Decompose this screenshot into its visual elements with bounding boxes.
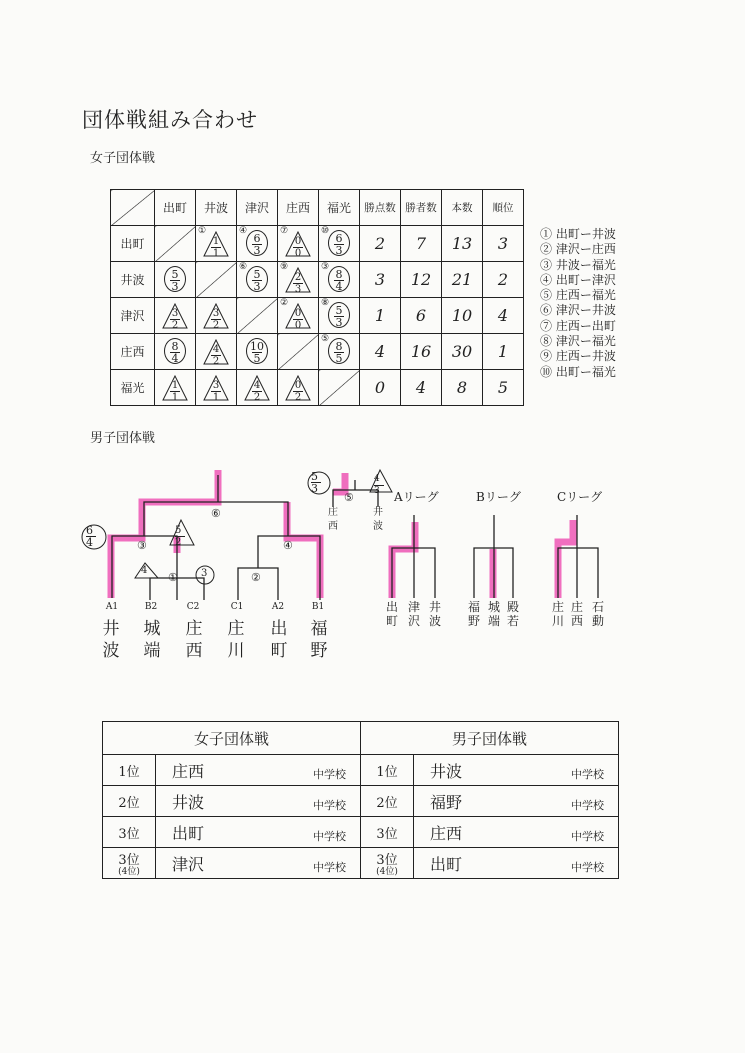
final-team: 井波 <box>373 507 383 532</box>
school-suffix: 中学校 <box>571 861 604 874</box>
school-name: 津沢 <box>172 854 205 874</box>
win-circle-mark: $\frac{8}{5}$ <box>328 338 350 364</box>
league-team: 庄西 <box>570 600 583 628</box>
results-row <box>103 817 619 848</box>
stat-cell: 4 <box>483 298 524 334</box>
match-number: ⑩ <box>321 226 330 236</box>
match-number: ⑦ <box>280 226 289 236</box>
match-label: ③ <box>137 539 147 552</box>
stat-cell: 12 <box>401 262 442 298</box>
col-header: 福光 <box>319 190 360 226</box>
draw-triangle-mark: $\frac{1}{1}$ <box>162 375 188 401</box>
row-header: 庄西 <box>111 334 155 370</box>
women-school-cell <box>156 817 361 848</box>
rank-cell <box>103 817 156 848</box>
rank-cell <box>361 848 414 879</box>
stat-cell: 13 <box>442 226 483 262</box>
men-school-cell <box>414 755 619 786</box>
school-suffix: 中学校 <box>313 799 346 812</box>
win-circle-mark: $\frac{8}{4}$ <box>328 266 350 292</box>
stat-header: 順位 <box>483 190 524 226</box>
school-suffix: 中学校 <box>313 768 346 781</box>
match-label: ⑤ <box>344 491 354 504</box>
seed-label: C2 <box>186 602 200 612</box>
stat-cell: 8 <box>442 370 483 406</box>
win-circle-mark: $\frac{8}{4}$ <box>164 338 186 364</box>
match-order-item: ④ 出町ー津沢 <box>540 272 616 287</box>
stat-cell: 1 <box>360 298 401 334</box>
school-name: 福野 <box>430 792 463 812</box>
win-circle-mark: $\frac{5}{3}$ <box>164 266 186 292</box>
rank-label: 3位 <box>376 853 398 868</box>
draw-triangle-mark: $\frac{0}{2}$ <box>285 375 311 401</box>
match-order-item: ⑨ 庄西ー井波 <box>540 349 616 364</box>
draw-triangle-mark: $\frac{3}{1}$ <box>203 375 229 401</box>
results-row <box>103 755 619 786</box>
results-row <box>103 848 619 879</box>
stat-cell: 0 <box>360 370 401 406</box>
men-school-cell <box>414 786 619 817</box>
school-suffix: 中学校 <box>571 799 604 812</box>
col-header: 津沢 <box>237 190 278 226</box>
league-team: 津沢 <box>407 600 420 628</box>
results-table <box>102 721 619 879</box>
rank-cell <box>103 786 156 817</box>
bracket-team: 井波 <box>102 619 120 661</box>
draw-triangle-mark: $\frac{4}{2}$ <box>244 375 270 401</box>
row-header: 津沢 <box>111 298 155 334</box>
match-number: ① <box>198 226 207 236</box>
match-order-item: ⑤ 庄西ー福光 <box>540 288 616 303</box>
stat-cell: 21 <box>442 262 483 298</box>
draw-triangle-mark: $\frac{2}{3}$ <box>285 267 311 293</box>
win-circle-mark: $\frac{5}{3}$ <box>328 302 350 328</box>
match-order-item: ③ 井波ー福光 <box>540 257 616 272</box>
win-circle-mark: $\frac{5}{3}$ <box>246 266 268 292</box>
school-name: 庄西 <box>430 823 463 843</box>
rank-label: 3位 <box>376 826 398 842</box>
rank-label: 3位 <box>118 826 140 842</box>
rank-label: 1位 <box>118 764 140 780</box>
score-mark: $\frac{5}{2}$ <box>175 525 185 549</box>
seed-label: A1 <box>105 602 119 612</box>
school-name: 井波 <box>172 792 205 812</box>
rank-cell <box>361 755 414 786</box>
match-number: ⑥ <box>239 262 248 272</box>
seed-label: C1 <box>230 602 244 612</box>
school-name: 出町 <box>172 823 205 843</box>
bracket-team: 福野 <box>310 619 328 661</box>
stat-cell: 10 <box>442 298 483 334</box>
draw-triangle-mark: $\frac{0}{0}$ <box>285 303 311 329</box>
col-header: 出町 <box>155 190 196 226</box>
rank-label: 1位 <box>376 764 398 780</box>
rank-cell <box>361 786 414 817</box>
rank-cell <box>361 817 414 848</box>
bracket-team: 出町 <box>270 619 288 661</box>
stat-cell: 7 <box>401 226 442 262</box>
match-order-item: ⑩ 出町ー福光 <box>540 364 616 379</box>
seed-label: A2 <box>271 602 285 612</box>
school-suffix: 中学校 <box>313 861 346 874</box>
match-label: ④ <box>283 539 293 552</box>
bracket-team: 庄川 <box>227 619 245 661</box>
women-school-cell <box>156 848 361 879</box>
score-mark: 4 <box>141 565 148 576</box>
row-header: 福光 <box>111 370 155 406</box>
league-label: Bリーグ <box>476 490 521 504</box>
row-header: 出町 <box>111 226 155 262</box>
league-team: 福野 <box>467 600 480 628</box>
draw-triangle-mark: $\frac{1}{1}$ <box>203 231 229 257</box>
match-label: ② <box>251 571 261 584</box>
school-name: 井波 <box>430 761 463 781</box>
win-circle-mark: $\frac{10}{5}$ <box>246 338 268 364</box>
bracket-team: 庄西 <box>185 619 203 661</box>
match-order-item: ⑦ 庄西ー出町 <box>540 318 616 333</box>
stat-cell: 6 <box>401 298 442 334</box>
seed-label: B2 <box>144 602 158 612</box>
school-name: 出町 <box>430 854 463 874</box>
results-men-header: 男子団体戦 <box>361 722 619 755</box>
stat-cell: 3 <box>483 226 524 262</box>
rank-note: (4位) <box>118 867 140 877</box>
stat-cell: 3 <box>360 262 401 298</box>
final-team: 庄西 <box>328 507 338 532</box>
rank-label: 3位 <box>118 853 140 868</box>
results-row <box>103 786 619 817</box>
school-suffix: 中学校 <box>571 768 604 781</box>
league-team: 出町 <box>385 600 398 628</box>
league-label: Aリーグ <box>394 490 439 504</box>
men-school-cell <box>414 848 619 879</box>
draw-triangle-mark: $\frac{3}{2}$ <box>203 303 229 329</box>
league-team: 城端 <box>487 600 500 628</box>
match-number: ⑤ <box>321 334 330 344</box>
rank-label: 2位 <box>118 795 140 811</box>
stat-cell: 2 <box>483 262 524 298</box>
match-number: ② <box>280 298 289 308</box>
school-suffix: 中学校 <box>571 830 604 843</box>
col-header: 庄西 <box>278 190 319 226</box>
win-circle-mark: $\frac{6}{3}$ <box>246 230 268 256</box>
match-order-item: ⑧ 津沢ー福光 <box>540 334 616 349</box>
match-order-item: ⑥ 津沢ー井波 <box>540 303 616 318</box>
seed-label: B1 <box>311 602 325 612</box>
match-number: ⑨ <box>280 262 289 272</box>
score-mark: 3 <box>201 568 208 579</box>
win-circle-mark: $\frac{6}{3}$ <box>328 230 350 256</box>
match-order-item: ② 津沢ー庄西 <box>540 242 616 257</box>
school-name: 庄西 <box>172 761 205 781</box>
league-label: Cリーグ <box>557 490 603 504</box>
row-header: 井波 <box>111 262 155 298</box>
score-mark: $\frac{5}{3}$ <box>311 471 321 496</box>
stat-header: 本数 <box>442 190 483 226</box>
rank-cell <box>103 848 156 879</box>
women-school-cell <box>156 755 361 786</box>
league-team: 殿若 <box>506 600 519 628</box>
rank-note: (4位) <box>376 867 398 877</box>
draw-triangle-mark: $\frac{4}{2}$ <box>203 339 229 365</box>
score-mark: $\frac{6}{4}$ <box>86 525 96 550</box>
match-number: ③ <box>321 262 330 272</box>
match-label: ① <box>168 571 178 584</box>
match-order-item: ① 出町ー井波 <box>540 227 616 241</box>
league-team: 井波 <box>428 600 441 628</box>
stat-cell: 2 <box>360 226 401 262</box>
rank-cell <box>103 755 156 786</box>
stat-cell: 4 <box>401 370 442 406</box>
match-label: ⑥ <box>211 507 221 520</box>
stat-cell: 4 <box>360 334 401 370</box>
stat-cell: 16 <box>401 334 442 370</box>
men-school-cell <box>414 817 619 848</box>
stat-cell: 30 <box>442 334 483 370</box>
stat-cell: 5 <box>483 370 524 406</box>
women-school-cell <box>156 786 361 817</box>
draw-triangle-mark: $\frac{0}{0}$ <box>285 231 311 257</box>
women-heading: 女子団体戦 <box>90 151 156 166</box>
stat-header: 勝点数 <box>360 190 401 226</box>
col-header: 井波 <box>196 190 237 226</box>
match-number: ④ <box>239 226 248 236</box>
score-mark: $\frac{4}{3}$ <box>374 474 384 497</box>
league-team: 庄川 <box>551 600 564 628</box>
school-suffix: 中学校 <box>313 830 346 843</box>
bracket-team: 城端 <box>143 619 161 661</box>
page-title: 団体戦組み合わせ <box>82 108 258 132</box>
match-number: ⑧ <box>321 298 330 308</box>
men-heading: 男子団体戦 <box>90 431 156 446</box>
stat-header: 勝者数 <box>401 190 442 226</box>
rank-label: 2位 <box>376 795 398 811</box>
league-team: 石動 <box>591 600 604 628</box>
draw-triangle-mark: $\frac{3}{2}$ <box>162 303 188 329</box>
stat-cell: 1 <box>483 334 524 370</box>
results-women-header: 女子団体戦 <box>103 722 361 755</box>
